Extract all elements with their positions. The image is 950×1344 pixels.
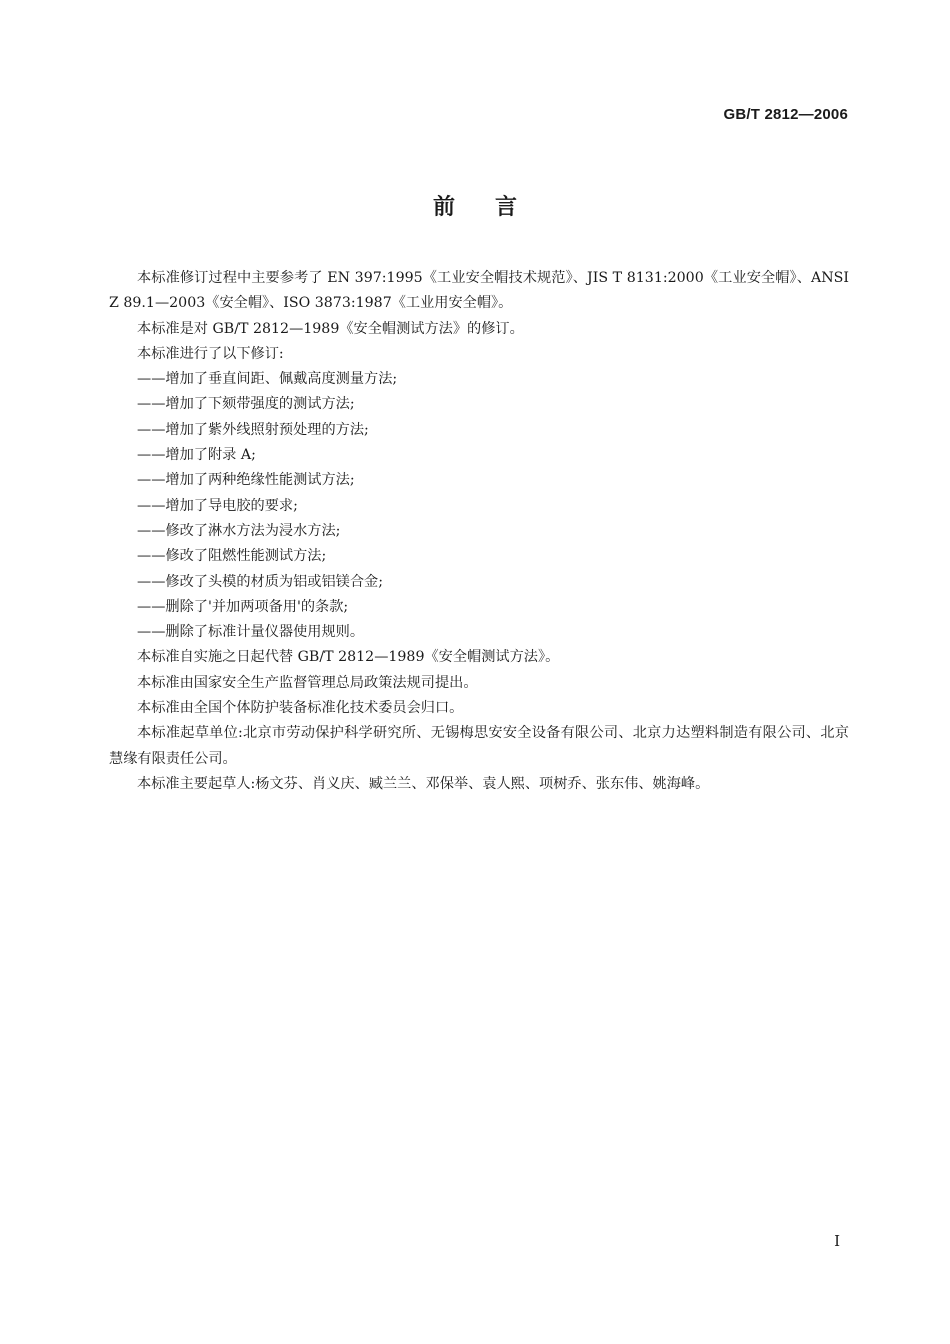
revision-item: ——增加了导电胶的要求; [137, 497, 298, 514]
standard-code: GB/T 2812—2006 [723, 106, 848, 123]
revision-item: ——修改了阻燃性能测试方法; [137, 548, 327, 565]
revision-item: ——增加了附录 A; [137, 447, 256, 464]
foreword-body [109, 266, 849, 797]
closing-paragraph-under-jurisdiction: 本标准由全国个体防护装备标准化技术委员会归口。 [137, 700, 464, 717]
intro-paragraph-changes-lead: 本标准进行了以下修订: [137, 345, 284, 362]
revision-item: ——增加了下颏带强度的测试方法; [137, 396, 355, 413]
revision-item: ——删除了'并加两项备用'的条款; [137, 598, 349, 615]
revision-list [109, 367, 849, 645]
closing-paragraph-drafters: 本标准主要起草人:杨文芬、肖义庆、臧兰兰、邓保举、袁人熙、项树乔、张东伟、姚海峰。 [137, 775, 710, 792]
closing-paragraph-replaces: 本标准自实施之日起代替 GB/T 2812—1989《安全帽测试方法》。 [137, 649, 560, 666]
intro-paragraph-revision-of: 本标准是对 GB/T 2812—1989《安全帽测试方法》的修订。 [137, 320, 524, 337]
closing-paragraph-drafting-units: 本标准起草单位:北京市劳动保护科学研究所、无锡梅思安安全设备有限公司、北京力达塑料制造有限公司、北京慧缘有限责任公司。 [109, 725, 849, 767]
revision-item: ——修改了头模的材质为铝或铝镁合金; [137, 573, 383, 590]
revision-item: ——增加了紫外线照射预处理的方法; [137, 421, 369, 438]
closing-paragraph-proposed-by: 本标准由国家安全生产监督管理总局政策法规司提出。 [137, 674, 478, 691]
revision-item: ——增加了垂直间距、佩戴高度测量方法; [137, 371, 398, 388]
page-title: 前言 [432, 195, 557, 220]
intro-paragraph-references: 本标准修订过程中主要参考了 EN 397:1995《工业安全帽技术规范》、JIS T 8131:2000《工业安全帽》、ANSI Z 89.1—2003《安全帽》、ISO 3873:1987《工业用安全帽》。 [109, 270, 849, 312]
page-number: I [834, 1232, 840, 1250]
revision-item: ——修改了淋水方法为浸水方法; [137, 522, 341, 539]
revision-item: ——删除了标准计量仪器使用规则。 [137, 624, 365, 641]
revision-item: ——增加了两种绝缘性能测试方法; [137, 472, 355, 489]
